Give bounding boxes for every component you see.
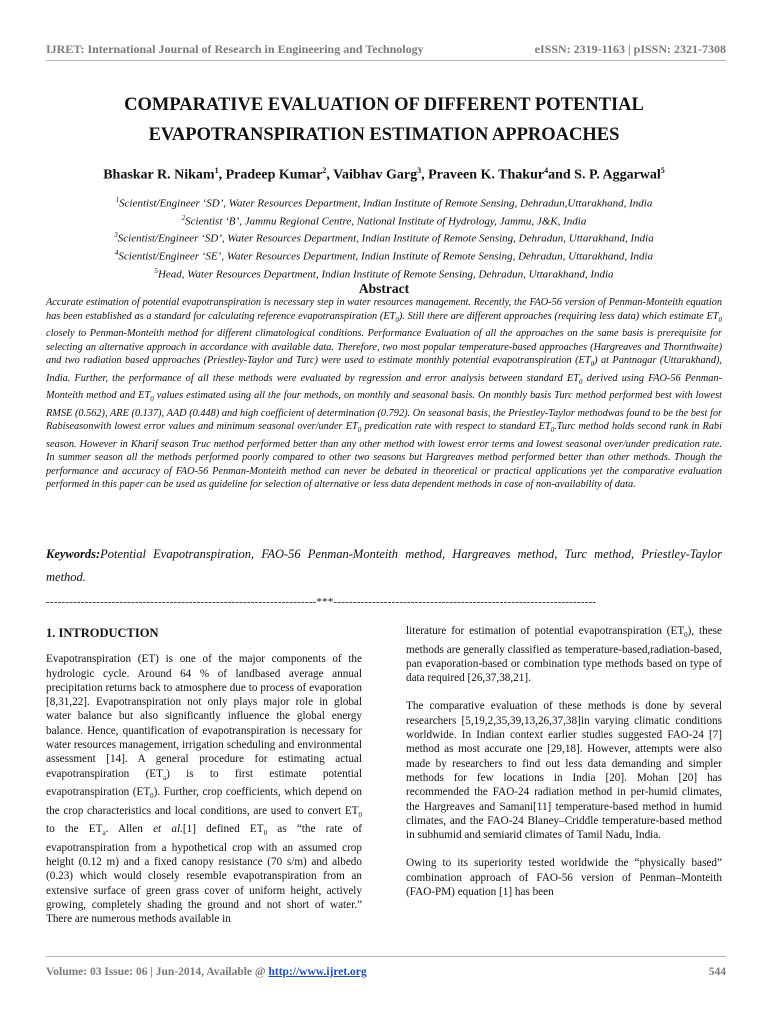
- author: Pradeep Kumar: [225, 167, 323, 183]
- title-line-1: COMPARATIVE EVALUATION OF DIFFERENT POTENTIAL: [124, 95, 644, 115]
- keywords: [46, 543, 722, 589]
- affiliation-text: Head, Water Resources Department, Indian Institute of Remote Sensing, Dehradun, Uttarakhand, India: [157, 268, 614, 281]
- title-line-2: EVAPOTRANSPIRATION ESTIMATION APPROACHES: [148, 125, 620, 145]
- affiliation-text: Scientist/Engineer ‘SD’, Water Resources Department, Indian Institute of Remote Sensing, Dehradun,Uttarakhand, India: [119, 197, 653, 210]
- section-separator: ----------------------------------------------------------------------***--------------------------------------------------------------------: [46, 596, 597, 608]
- author-sup: 2: [322, 166, 327, 175]
- footer-volume-info: Volume: 03 Issue: 06 | Jun-2014, Available @: [46, 966, 269, 978]
- affiliation-sup: 2: [181, 213, 186, 222]
- affiliation-text: Scientist/Engineer ‘SD’, Water Resources Department, Indian Institute of Remote Sensing, Dehradun, Uttarakhand, India: [117, 232, 654, 245]
- footer-divider: [46, 956, 726, 957]
- subscript: 0: [590, 360, 595, 369]
- subscript: a: [102, 829, 106, 838]
- abstract-text: predication rate with respect to standard ET: [361, 421, 551, 433]
- subscript: a: [162, 773, 167, 782]
- paragraph: [46, 652, 362, 926]
- affiliation: [40, 193, 728, 211]
- subscript: 0: [684, 631, 688, 640]
- page-footer: [46, 966, 726, 978]
- affiliation-sup: 3: [114, 231, 118, 240]
- author-sup: 4: [544, 166, 549, 175]
- affiliation: [40, 228, 728, 246]
- abstract-text: derived using FAO-56 Penman-Monteith method and ET: [46, 372, 723, 402]
- keywords-text: Potential Evapotranspiration, FAO-56 Penman-Monteith method, Hargreaves method, Turc method, Priestley-Taylor method.: [46, 547, 722, 584]
- page-number: 544: [708, 966, 726, 978]
- keywords-label: Keywords:: [46, 547, 101, 561]
- paragraph: Owing to its superiority tested worldwide the “physically based” combination approach of FAO-56 version of Penman–Monteith (FAO-PM) equation [1] has been: [406, 857, 722, 898]
- author: Vaibhav Garg: [333, 167, 418, 183]
- abstract-text: values estimated using all the four methods, on monthly and seasonal basis. On monthly basis Turc method performed best with lowest RMSE (0.562), ARE (0.137), AAD (0.448) and high coefficient of determination (0.792). On seasonal basis, the Priestley-Taylor methodwas found to be the best for Rabiseasonwith lowest error values and minimum seasonal over/under ET: [46, 390, 722, 433]
- text: et al.: [153, 823, 183, 836]
- text: . Allen: [105, 823, 154, 836]
- subscript: 0: [718, 315, 722, 324]
- author-list: [40, 166, 728, 184]
- author: Praveen K. Thakur: [428, 167, 545, 183]
- abstract-text: .Turc method holds second rank in Rabi season. However in Kharif season Truc method performed better than any other method with lowest error terms and lowest seasonal over/under predication rate. In summer season all the methods performed poorly compared to other two seasons but Hargreaves method performed better than other methods. Though the performance and accuracy of FAO-56 Penman-Monteith method can never be debated in theoretical or practical applications yet the comparative evaluation performed in this paper can be used as guideline for selection of alternative or less data dependent methods in case of non-availability of data.: [46, 421, 722, 491]
- abstract-text: ) at Pantnagar (Uttarakhand), India. Further, the performance of all these methods were evaluated by regression and error analysis between standard ET: [46, 355, 722, 384]
- subscript: 0: [150, 395, 154, 404]
- affiliation: [40, 211, 728, 229]
- affiliations: [40, 193, 728, 281]
- abstract-heading: Abstract: [358, 281, 410, 296]
- paragraph: The comparative evaluation of these methods is done by several researchers [5,19,2,35,39,13,26,37,38]in varying climatic conditions worldwide. In Indian context earlier studies suggested FAO-24 [7] method as most accurate one [29,18]. However, attempts were also made by researchers to find out less data demanding and simpler methods for few locations in India [20]. Mohan [20] has recommended the FAO-24 radiation method in per-humid climates, the Hargreaves and Samani[11] temperature-based method in humid climates, and the FAO-24 Blaney–Criddle temperature-based method in subhumid and semiarid climates of Tamil Nadu, India.: [406, 700, 722, 842]
- section-heading-introduction: 1. INTRODUCTION: [46, 626, 159, 640]
- text: to the ET: [46, 823, 103, 836]
- author-sep: ,: [421, 167, 429, 183]
- left-column: [46, 624, 362, 941]
- paper-title: [40, 90, 728, 150]
- author-sup: 1: [214, 166, 219, 175]
- affiliation-sup: 4: [114, 248, 119, 257]
- text: ). Further, crop coefficients, which depend on the crop characteristics and local conditions, are used to convert ET: [46, 786, 362, 817]
- author-sep: and: [548, 167, 575, 183]
- author-sup: 5: [660, 166, 665, 175]
- abstract-body: [46, 296, 722, 492]
- subscript: 0: [263, 829, 268, 838]
- affiliation-sup: 5: [154, 266, 158, 275]
- text: ) is to first estimate potential evapotranspiration (ET: [46, 767, 362, 799]
- subscript: 0: [550, 426, 555, 435]
- right-column: [406, 624, 722, 913]
- affiliation: [40, 264, 728, 282]
- subscript: 0: [579, 377, 583, 386]
- author: Bhaskar R. Nikam: [103, 167, 215, 183]
- text: ), these methods are generally classified as temperature-based,radiation-based, pan evaporation-based or combination type methods based on type of data required [26,37,38,21].: [406, 625, 723, 685]
- abstract-text: ). Still there are different approaches (requiring less data) which estimate ET: [398, 310, 719, 322]
- header-divider: [46, 60, 726, 61]
- text: Evapotranspiration (ET) is one of the major components of the hydrologic cycle. Around 64 % of landbased average annual precipitation returns back to atmosphere due to process of evaporation [8,31,22]. Evapotranspiration not only plays major role in global water balance but also significantly influence the global energy balance. Hence, quantification of evapotranspiration is necessary for water resources management, irrigation scheduling and environmental assessment [14]. A general procedure for estimating actual evapotranspiration (ET: [46, 653, 362, 780]
- text: literature for estimation of potential evapotranspiration (ET: [406, 625, 685, 637]
- journal-name: IJRET: International Journal of Research in Engineering and Technology: [46, 42, 424, 56]
- affiliation: [40, 246, 728, 264]
- abstract-text: closely to Penman-Monteith method for different climatological conditions. Performance Evaluation of all the approaches on the same basis is prerequisite for selecting an alternative approach in accordance with available data. Therefore, two most popular temperature-based approaches (Hargreaves and Thornthwaite) and two radiation based approaches (Priestley-Taylor and Turc) were used to estimate monthly potential evapotranspiration (ET: [46, 328, 722, 367]
- subscript: 0: [357, 426, 362, 435]
- journal-link[interactable]: http://www.ijret.org: [268, 966, 367, 978]
- author-sup: 3: [417, 166, 422, 175]
- affiliation-text: Scientist ‘B’, Jammu Regional Centre, National Institute of Hydrology, Jammu, J&K, India: [185, 215, 587, 228]
- issn-info: eISSN: 2319-1163 | pISSN: 2321-7308: [534, 42, 726, 56]
- author-sep: ,: [218, 167, 226, 183]
- affiliation-sup: 1: [115, 196, 120, 204]
- subscript: 0: [358, 810, 362, 819]
- subscript: 0: [150, 792, 154, 801]
- author-sep: ,: [326, 167, 334, 183]
- affiliation-text: Scientist/Engineer ‘SE’, Water Resources Department, Indian Institute of Remote Sensing, Dehradun, Uttarakhand, India: [118, 250, 654, 263]
- text: [1] defined ET: [182, 823, 264, 836]
- subscript: 0: [395, 315, 399, 324]
- running-header: [46, 38, 726, 58]
- text: as “the rate of evapotranspiration from a hypothetical crop with an assumed crop height (0.12 m) and a fixed canopy resistance (70 s/m) and albedo (0.23) which would closely resemble evapotranspiration from an extensive surface of green grass cover of uniform height, actively growing, completely shading the ground and not short of water.” There are numerous methods available in: [46, 823, 362, 926]
- paragraph: [406, 624, 722, 685]
- author: S. P. Aggarwal: [574, 167, 661, 183]
- abstract-text: Accurate estimation of potential evapotranspiration is necessary step in water resources management. Recently, the FAO-56 version of Penman-Monteith equation has been established as a standard for calculating reference evapotranspiration (ET: [46, 297, 722, 322]
